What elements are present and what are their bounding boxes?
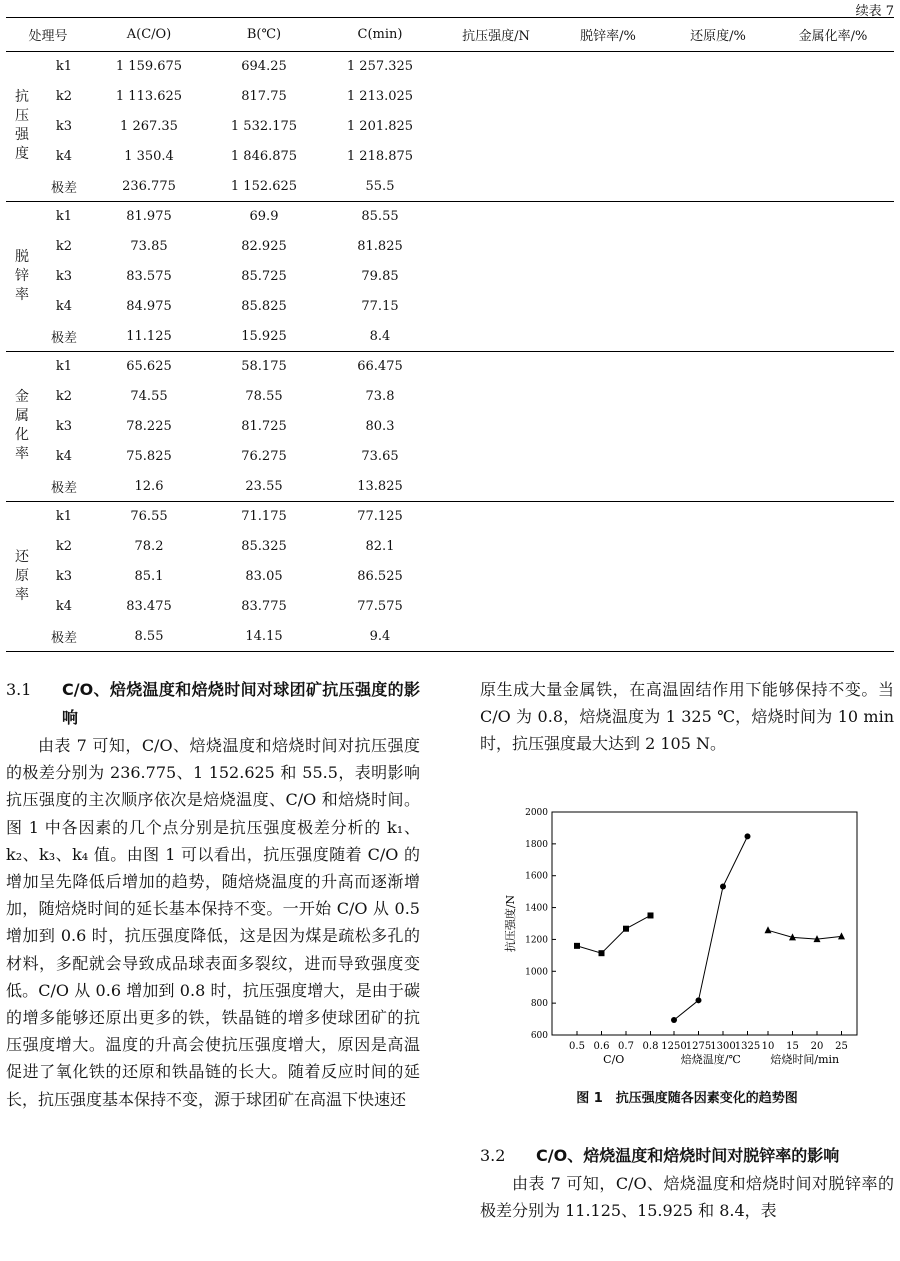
empty-result-cell xyxy=(772,82,894,112)
section-heading xyxy=(6,676,420,732)
empty-result-cell xyxy=(552,591,664,621)
empty-result-cell xyxy=(552,201,664,231)
value-cell-b: 817.75 xyxy=(241,89,287,105)
table-row xyxy=(6,232,894,262)
y-tick-label: 2000 xyxy=(525,808,548,818)
value-cell-c: 82.1 xyxy=(365,539,395,555)
value-cell-c: 77.125 xyxy=(357,509,403,525)
empty-result-cell xyxy=(772,412,894,442)
table-row xyxy=(6,501,894,531)
body-paragraph-continuation: 原生成大量金属铁，在高温固结作用下能够保持不变。当 C/O 为 0.8，焙烧温度为 1 325 ℃，焙烧时间为 10 min 时，抗压强度最大达到 2 105 N。 xyxy=(480,680,894,754)
empty-result-cell xyxy=(772,471,894,501)
y-tick-label: 800 xyxy=(530,999,548,1010)
group-label-char: 脱 xyxy=(15,248,29,265)
table-group xyxy=(6,201,894,351)
value-cell-b: 85.325 xyxy=(241,539,287,555)
row-label-cell: 极差 xyxy=(50,480,77,496)
row-label-cell: k4 xyxy=(55,598,73,614)
table-row xyxy=(6,321,894,351)
header-cell: 抗压强度/N xyxy=(462,29,530,44)
value-cell-c: 73.65 xyxy=(361,448,399,464)
x-tick-label: 0.8 xyxy=(642,1041,659,1052)
row-label-cell: k4 xyxy=(55,448,73,464)
value-cell-c: 66.475 xyxy=(357,359,403,375)
table-group xyxy=(6,52,894,202)
empty-result-cell xyxy=(440,621,552,651)
empty-result-cell xyxy=(552,232,664,262)
body-paragraph: 由表 7 可知，C/O、焙烧温度和焙烧时间对抗压强度的极差分别为 236.775、1 152.625 和 55.5，表明影响抗压强度的主次顺序依次是焙烧温度、C/O 和焙烧时间。图 1 中各因素的几个点分别是抗压强度极差分析的 k₁、k₂、k₃、k₄ 值。由图 1 可以看出，抗压强度随着 C/O 的增加呈先降低后增加的趋势，随焙烧温度的升高而逐渐增加，随焙烧时间的延长基本保持不变。一开始 C/O 从 0.5 增加到 0.6 时，抗压强度降低，这是因为煤是疏松多孔的材料，多配就会导致成品球表面多裂纹，进而导致强度变低。C/O 从 0.6 增加到 0.8 时，抗压强度增大，是由于碳的增多能够还原出更多的铁，铁晶链的增多使球团矿的抗压强度增大。温度的升高会使抗压强度增大，原因是高温促进了氧化铁的还原和铁晶链的长大。随着反应时间的延长，抗压强度基本保持不变，源于球团矿在高温下快速还 xyxy=(6,736,420,1109)
empty-result-cell xyxy=(772,501,894,531)
value-cell-c: 73.8 xyxy=(365,389,395,405)
y-tick-label: 1200 xyxy=(525,935,548,946)
empty-result-cell xyxy=(664,291,772,321)
header-cell: 还原度/% xyxy=(690,29,746,44)
empty-result-cell xyxy=(772,52,894,82)
empty-result-cell xyxy=(772,291,894,321)
empty-result-cell xyxy=(552,262,664,292)
data-point-triangle xyxy=(838,932,845,939)
empty-result-cell xyxy=(664,82,772,112)
value-cell-b: 71.175 xyxy=(241,509,287,525)
y-tick-label: 1400 xyxy=(525,903,548,914)
value-cell-b: 1 152.625 xyxy=(230,178,298,194)
empty-result-cell xyxy=(664,201,772,231)
value-cell-a: 78.225 xyxy=(126,418,172,434)
value-cell-c: 1 201.825 xyxy=(346,118,414,134)
section-title: C/O、焙烧温度和焙烧时间对脱锌率的影响 xyxy=(536,1146,840,1165)
row-label-cell: k3 xyxy=(55,118,73,134)
empty-result-cell xyxy=(664,351,772,381)
empty-result-cell xyxy=(664,412,772,442)
empty-result-cell xyxy=(772,232,894,262)
empty-result-cell xyxy=(552,532,664,562)
group-label-char: 度 xyxy=(15,146,29,163)
group-label xyxy=(6,351,38,501)
empty-result-cell xyxy=(664,262,772,292)
value-cell-a: 1 350.4 xyxy=(124,148,174,164)
value-cell-b: 1 846.875 xyxy=(230,148,298,164)
value-cell-a: 1 159.675 xyxy=(115,59,183,75)
empty-result-cell xyxy=(772,621,894,651)
table-row xyxy=(6,382,894,412)
table-header-row xyxy=(6,18,894,52)
value-cell-a: 81.975 xyxy=(126,209,172,225)
table-row xyxy=(6,262,894,292)
group-label-char: 化 xyxy=(15,427,29,444)
value-cell-c: 77.575 xyxy=(357,598,403,614)
group-label-char: 属 xyxy=(15,408,29,425)
series-axis-label: 焙烧温度/℃ xyxy=(680,1053,741,1066)
row-label-cell: k2 xyxy=(55,389,73,405)
value-cell-a: 73.85 xyxy=(130,239,168,255)
data-point-square xyxy=(574,943,580,949)
x-tick-label: 0.7 xyxy=(618,1041,634,1052)
row-label-cell: k3 xyxy=(55,418,73,434)
value-cell-b: 82.925 xyxy=(241,239,287,255)
table-row xyxy=(6,532,894,562)
empty-result-cell xyxy=(440,171,552,201)
table-group xyxy=(6,501,894,651)
group-label-char: 率 xyxy=(15,586,29,603)
group-label-char: 率 xyxy=(15,446,29,463)
data-point-square xyxy=(623,926,629,932)
empty-result-cell xyxy=(440,471,552,501)
group-label-char: 原 xyxy=(15,567,29,584)
x-tick-label: 1275 xyxy=(685,1041,712,1052)
data-point-circle xyxy=(696,997,702,1003)
value-cell-a: 11.125 xyxy=(126,328,172,344)
group-label xyxy=(6,501,38,651)
series-line xyxy=(768,930,842,939)
value-cell-b: 23.55 xyxy=(245,478,283,494)
series-axis-label: 焙烧时间/min xyxy=(770,1053,840,1066)
table-continued-label: 续表 7 xyxy=(855,4,894,19)
empty-result-cell xyxy=(664,591,772,621)
empty-result-cell xyxy=(664,141,772,171)
empty-result-cell xyxy=(440,591,552,621)
group-label xyxy=(6,52,38,202)
body-paragraph: 由表 7 可知，C/O、焙烧温度和焙烧时间对脱锌率的极差分别为 11.125、15.925 和 8.4，表 xyxy=(480,1174,894,1221)
empty-result-cell xyxy=(552,562,664,592)
empty-result-cell xyxy=(552,82,664,112)
x-tick-label: 0.5 xyxy=(569,1041,585,1052)
value-cell-b: 14.15 xyxy=(245,628,283,644)
x-tick-label: 20 xyxy=(810,1041,824,1052)
empty-result-cell xyxy=(552,621,664,651)
right-column xyxy=(480,676,894,758)
empty-result-cell xyxy=(664,621,772,651)
row-label-cell: k4 xyxy=(55,148,73,164)
empty-result-cell xyxy=(552,471,664,501)
row-label-cell: k4 xyxy=(55,298,73,314)
data-point-circle xyxy=(745,833,751,839)
empty-result-cell xyxy=(772,201,894,231)
x-tick-label: 15 xyxy=(786,1041,799,1052)
series-line xyxy=(577,915,651,953)
empty-result-cell xyxy=(772,321,894,351)
data-table-wrapper xyxy=(6,17,894,652)
group-label-char: 抗 xyxy=(15,89,29,106)
empty-result-cell xyxy=(772,532,894,562)
table-row xyxy=(6,591,894,621)
value-cell-c: 79.85 xyxy=(361,268,399,284)
group-label-char: 压 xyxy=(15,108,29,125)
value-cell-b: 85.725 xyxy=(241,268,287,284)
value-cell-a: 12.6 xyxy=(134,478,164,494)
value-cell-c: 77.15 xyxy=(361,298,399,314)
value-cell-c: 9.4 xyxy=(369,628,391,644)
table-row xyxy=(6,141,894,171)
value-cell-b: 58.175 xyxy=(241,359,287,375)
value-cell-a: 1 267.35 xyxy=(120,118,178,134)
empty-result-cell xyxy=(440,532,552,562)
figure-caption: 图 1 抗压强度随各因素变化的趋势图 xyxy=(576,1091,798,1106)
value-cell-a: 1 113.625 xyxy=(115,89,183,105)
value-cell-a: 75.825 xyxy=(126,448,172,464)
empty-result-cell xyxy=(552,441,664,471)
empty-result-cell xyxy=(552,501,664,531)
empty-result-cell xyxy=(440,52,552,82)
header-cell: 金属化率/% xyxy=(798,29,868,44)
empty-result-cell xyxy=(772,112,894,142)
table-row xyxy=(6,82,894,112)
figure-1 xyxy=(500,804,880,1134)
section-heading xyxy=(480,1142,894,1170)
empty-result-cell xyxy=(772,382,894,412)
group-label-char: 还 xyxy=(15,548,29,565)
row-label-cell: 极差 xyxy=(50,630,77,646)
group-label-char: 金 xyxy=(15,389,29,406)
value-cell-c: 81.825 xyxy=(357,239,403,255)
header-cell: B(℃) xyxy=(246,27,282,42)
row-label-cell: k1 xyxy=(55,359,73,375)
y-tick-label: 600 xyxy=(530,1031,548,1041)
table-row xyxy=(6,201,894,231)
row-label-cell: k2 xyxy=(55,239,73,255)
row-label-cell: k2 xyxy=(55,89,73,105)
x-tick-label: 0.6 xyxy=(593,1041,610,1052)
empty-result-cell xyxy=(552,291,664,321)
empty-result-cell xyxy=(664,501,772,531)
empty-result-cell xyxy=(440,262,552,292)
x-tick-label: 1250 xyxy=(661,1041,687,1052)
empty-result-cell xyxy=(440,232,552,262)
empty-result-cell xyxy=(664,562,772,592)
value-cell-b: 76.275 xyxy=(241,448,287,464)
table-row xyxy=(6,112,894,142)
empty-result-cell xyxy=(664,471,772,501)
empty-result-cell xyxy=(552,351,664,381)
value-cell-a: 65.625 xyxy=(126,359,172,375)
value-cell-c: 80.3 xyxy=(365,418,395,434)
plot-frame xyxy=(552,812,857,1035)
empty-result-cell xyxy=(664,52,772,82)
series-line xyxy=(674,836,748,1020)
empty-result-cell xyxy=(664,441,772,471)
value-cell-a: 236.775 xyxy=(122,178,176,194)
empty-result-cell xyxy=(440,141,552,171)
row-label-cell: k1 xyxy=(55,209,73,225)
table-row xyxy=(6,441,894,471)
empty-result-cell xyxy=(552,321,664,351)
table-group xyxy=(6,351,894,501)
data-point-circle xyxy=(720,884,726,890)
empty-result-cell xyxy=(552,412,664,442)
empty-result-cell xyxy=(552,382,664,412)
value-cell-b: 83.775 xyxy=(241,598,287,614)
empty-result-cell xyxy=(772,441,894,471)
table-row xyxy=(6,621,894,651)
empty-result-cell xyxy=(552,141,664,171)
data-point-square xyxy=(599,950,605,956)
value-cell-b: 69.9 xyxy=(249,209,279,225)
value-cell-b: 694.25 xyxy=(241,59,287,75)
x-tick-label: 1325 xyxy=(734,1041,761,1052)
empty-result-cell xyxy=(440,501,552,531)
x-tick-label: 10 xyxy=(761,1041,775,1052)
orthogonal-analysis-table xyxy=(6,17,894,652)
left-column xyxy=(6,676,420,1113)
value-cell-a: 74.55 xyxy=(130,389,168,405)
value-cell-b: 1 532.175 xyxy=(230,118,298,134)
empty-result-cell xyxy=(440,82,552,112)
empty-result-cell xyxy=(440,382,552,412)
empty-result-cell xyxy=(440,351,552,381)
table-row xyxy=(6,471,894,501)
value-cell-a: 78.2 xyxy=(134,539,164,555)
table-row xyxy=(6,171,894,201)
row-label-cell: k2 xyxy=(55,539,73,555)
table-row xyxy=(6,291,894,321)
value-cell-b: 78.55 xyxy=(245,389,283,405)
empty-result-cell xyxy=(664,171,772,201)
row-label-cell: 极差 xyxy=(50,180,77,196)
row-label-cell: 极差 xyxy=(50,330,77,346)
section-3-2 xyxy=(480,1142,894,1224)
value-cell-b: 81.725 xyxy=(241,418,287,434)
empty-result-cell xyxy=(440,412,552,442)
y-tick-label: 1000 xyxy=(525,967,548,978)
series-axis-label: C/O xyxy=(603,1053,625,1066)
value-cell-a: 83.575 xyxy=(126,268,172,284)
empty-result-cell xyxy=(552,52,664,82)
empty-result-cell xyxy=(664,232,772,262)
value-cell-c: 55.5 xyxy=(365,178,395,194)
empty-result-cell xyxy=(440,562,552,592)
value-cell-a: 76.55 xyxy=(130,509,168,525)
header-cell: 处理号 xyxy=(28,29,68,44)
value-cell-c: 8.4 xyxy=(369,328,391,344)
empty-result-cell xyxy=(552,171,664,201)
header-cell: C(min) xyxy=(357,27,403,42)
empty-result-cell xyxy=(664,321,772,351)
value-cell-b: 85.825 xyxy=(241,298,287,314)
section-number: 3.1 xyxy=(6,680,32,699)
empty-result-cell xyxy=(440,112,552,142)
group-label-char: 锌 xyxy=(15,267,29,284)
value-cell-b: 15.925 xyxy=(241,328,287,344)
group-label-char: 强 xyxy=(15,127,29,144)
section-title: C/O、焙烧温度和焙烧时间对球团矿抗压强度的影响 xyxy=(62,680,420,727)
empty-result-cell xyxy=(552,112,664,142)
empty-result-cell xyxy=(772,562,894,592)
table-row xyxy=(6,52,894,82)
row-label-cell: k1 xyxy=(55,59,73,75)
empty-result-cell xyxy=(772,171,894,201)
value-cell-a: 84.975 xyxy=(126,298,172,314)
value-cell-a: 8.55 xyxy=(134,628,164,644)
empty-result-cell xyxy=(440,441,552,471)
row-label-cell: k1 xyxy=(55,509,73,525)
y-tick-label: 1800 xyxy=(525,839,548,850)
x-tick-label: 1300 xyxy=(710,1041,736,1052)
section-number: 3.2 xyxy=(480,1146,506,1165)
value-cell-c: 85.55 xyxy=(361,209,399,225)
empty-result-cell xyxy=(440,321,552,351)
table-row xyxy=(6,412,894,442)
header-cell: A(C/O) xyxy=(126,27,172,42)
value-cell-c: 1 218.875 xyxy=(346,148,414,164)
data-point-circle xyxy=(671,1017,677,1023)
empty-result-cell xyxy=(440,201,552,231)
table-row xyxy=(6,351,894,381)
empty-result-cell xyxy=(664,112,772,142)
y-axis-label: 抗压强度/N xyxy=(504,894,517,953)
data-point-triangle xyxy=(765,926,772,933)
value-cell-c: 13.825 xyxy=(357,478,403,494)
x-tick-label: 25 xyxy=(835,1041,848,1052)
empty-result-cell xyxy=(772,262,894,292)
row-label-cell: k3 xyxy=(55,268,73,284)
y-tick-label: 1600 xyxy=(525,871,548,882)
group-label xyxy=(6,201,38,351)
empty-result-cell xyxy=(664,382,772,412)
empty-result-cell xyxy=(664,532,772,562)
value-cell-b: 83.05 xyxy=(245,568,283,584)
row-label-cell: k3 xyxy=(55,568,73,584)
header-cell: 脱锌率/% xyxy=(580,29,636,44)
value-cell-a: 83.475 xyxy=(126,598,172,614)
value-cell-c: 1 257.325 xyxy=(346,59,414,75)
empty-result-cell xyxy=(440,291,552,321)
value-cell-c: 1 213.025 xyxy=(346,89,414,105)
trend-chart xyxy=(500,804,880,1089)
group-label-char: 率 xyxy=(15,286,29,303)
value-cell-c: 86.525 xyxy=(357,568,403,584)
value-cell-a: 85.1 xyxy=(134,568,164,584)
data-point-square xyxy=(648,912,654,918)
empty-result-cell xyxy=(772,351,894,381)
table-row xyxy=(6,562,894,592)
empty-result-cell xyxy=(772,141,894,171)
empty-result-cell xyxy=(772,591,894,621)
